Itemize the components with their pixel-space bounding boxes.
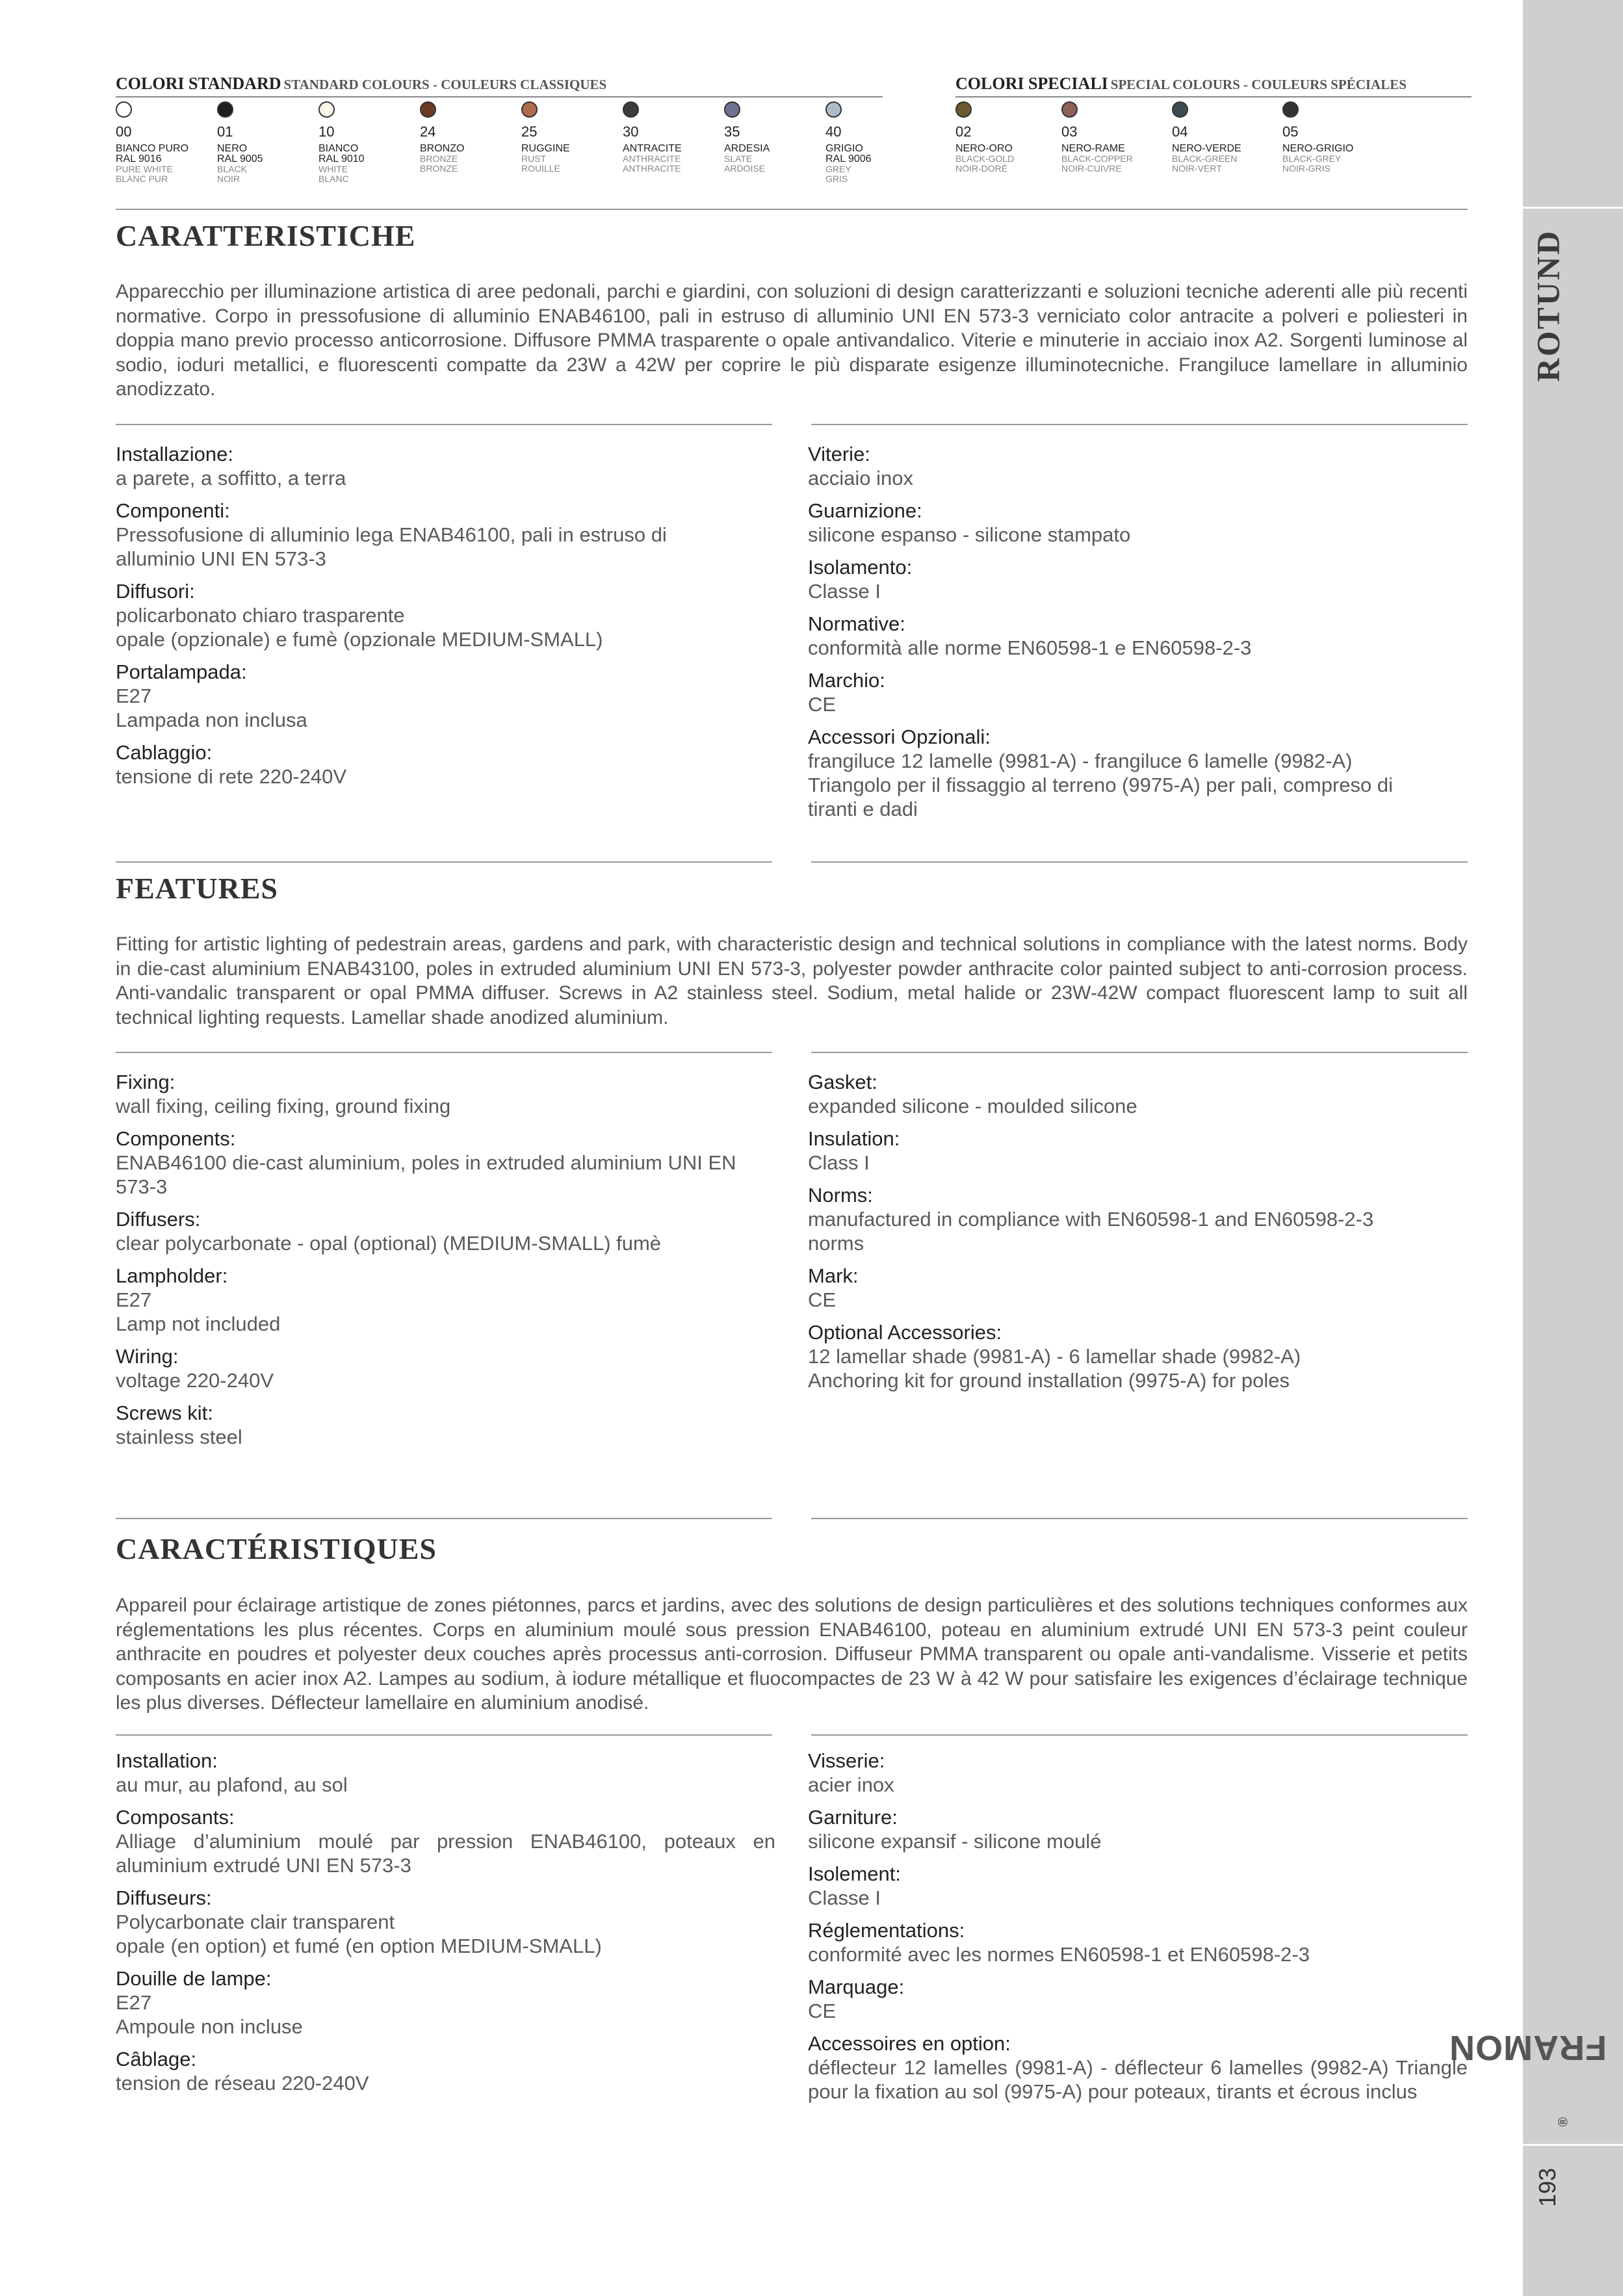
description-fr: Appareil pour éclairage artistique de zones piétonnes, parcs et jardins, avec des solutions de design particulières et des solutions techniques conformes aux réglementations les plus récentes. Corps en aluminium moulé sous pression ENAB46100, poteau en aluminium extrudé UNI EN 573-3 peint couleur anthracite en poudres et polyester deux couches après processus anti-corrosion. Diffuseur PMMA transparent ou opale anti-vandalisme. Visserie et petits composants en acier inox A2. Lampes au sodium, à iodure métallique et fluocompactes de 23 W à 42 W pour satisfaire les exigences d’éclairage technique les plus diverses. Déflecteur lamellaire en aluminium anodisé. [116, 1595, 1468, 1714]
spec-label: Fixing: [116, 1071, 175, 1093]
spec-item [116, 1966, 775, 2039]
spec-label: Câblage: [116, 2048, 197, 2070]
spec-value: silicone espanso - silicone stampato [808, 523, 1131, 546]
spec-item [808, 2031, 1468, 2104]
divider [811, 424, 1468, 425]
colour-name-en: ANTHRACITE [623, 153, 681, 164]
colour-swatch [1172, 101, 1269, 174]
colour-code: 01 [217, 124, 233, 140]
divider [116, 861, 772, 863]
colour-name-fr: NOIR [217, 174, 240, 184]
spec-value: CE [808, 1288, 837, 1311]
specs-it-right [808, 442, 1468, 829]
colour-dot [1282, 101, 1299, 118]
spec-label: Gasket: [808, 1071, 877, 1093]
colour-dot [318, 101, 335, 118]
spec-item [116, 1070, 775, 1118]
colour-code: 40 [825, 124, 842, 140]
colour-ral: RAL 9010 [318, 153, 365, 164]
colour-name-en: BLACK-GREEN [1172, 153, 1238, 164]
colour-name-en: WHITE [318, 164, 348, 174]
spec-label: Screws kit: [116, 1402, 213, 1424]
spec-value: conformità alle norme EN60598-1 e EN60598-2-3 [808, 636, 1252, 659]
spec-value: CE [808, 2000, 837, 2022]
spec-item [808, 1975, 1468, 2023]
colour-name-fr: NOIR-VERT [1172, 163, 1222, 174]
colour-dot [217, 101, 233, 118]
spec-label: Cablaggio: [116, 741, 213, 764]
spec-item [808, 442, 1468, 490]
specs-fr-left [116, 1749, 775, 2104]
divider [811, 1052, 1468, 1053]
spec-item [116, 1749, 775, 1797]
colour-name-en: RUST [521, 153, 547, 164]
colour-ral: RAL 9005 [217, 153, 263, 164]
spec-label: Marquage: [808, 1976, 905, 1998]
divider [811, 1518, 1468, 1519]
colour-name: RUGGINE [521, 143, 570, 154]
colour-dot [521, 101, 538, 118]
spec-value: E27 Lampada non inclusa [116, 685, 307, 731]
spec-item [808, 725, 1468, 821]
spec-label: Componenti: [116, 499, 230, 522]
spec-label: Diffuseurs: [116, 1886, 212, 1909]
colour-code: 24 [420, 124, 436, 140]
description-en: Fitting for artistic lighting of pedestrain areas, gardens and park, with characteristic design and technical solutions in compliance with the latest norms. Body in die-cast aluminium ENAB43100, poles in extruded aluminium UNI EN 573-3, polyester powder anthracite color painted subject to anti-corrosion process. Anti-vandalic transparent or opal PMMA diffuser. Screws in A2 stainless steel. Sodium, metal halide or 23W-42W compact fluorescent lamp to suit all technical lighting requests. Lamellar shade anodized aluminium. [116, 933, 1468, 1028]
spec-value: clear polycarbonate - opal (optional) (MEDIUM-SMALL) fumè [116, 1232, 662, 1255]
spec-value: conformité avec les normes EN60598-1 et EN60598-2-3 [808, 1943, 1310, 1966]
spec-item [808, 1805, 1468, 1853]
spec-item [116, 1886, 775, 1958]
colour-name: BIANCO PURO [116, 143, 189, 154]
spec-label: Garniture: [808, 1806, 898, 1829]
page-number: 193 [1534, 2167, 1561, 2208]
spec-item [116, 2047, 775, 2095]
colour-name-fr: BRONZE [420, 163, 458, 174]
spec-item [116, 1344, 775, 1392]
colour-dot [825, 101, 842, 118]
spec-item [808, 1862, 1468, 1910]
spec-label: Normative: [808, 612, 905, 635]
spec-label: Composants: [116, 1806, 235, 1829]
colour-name-fr: NOIR-GRIS [1282, 163, 1331, 174]
spec-item [116, 579, 775, 651]
spec-label: Guarnizione: [808, 499, 922, 522]
divider [116, 1518, 772, 1519]
colour-dot [116, 101, 132, 118]
colour-swatch [521, 101, 619, 174]
sidebar-divider [1523, 207, 1623, 209]
spec-item [116, 1207, 775, 1255]
spec-label: Wiring: [116, 1345, 179, 1368]
colour-code: 03 [1061, 124, 1078, 140]
spec-item [808, 1320, 1468, 1392]
colour-swatch [825, 101, 923, 184]
colour-name: ANTRACITE [623, 143, 682, 154]
section-heading-it: CARATTERISTICHE [116, 219, 416, 252]
spec-value: expanded silicone - moulded silicone [808, 1095, 1137, 1117]
spec-value: manufactured in compliance with EN60598-1 and EN60598-2-3 norms [808, 1208, 1374, 1255]
colour-name-en: BLACK-COPPER [1061, 153, 1133, 164]
spec-label: Visserie: [808, 1749, 885, 1772]
colour-name-fr: ANTHRACITE [623, 163, 681, 174]
spec-item [116, 740, 775, 789]
specs-fr-right [808, 1749, 1468, 2112]
colour-name-fr: BLANC PUR [116, 174, 168, 184]
divider [116, 1734, 772, 1736]
colour-name-fr: NOIR-DORÉ [955, 163, 1008, 174]
standard-colours-header: COLORI STANDARD STANDARD COLOURS - COULEURS CLASSIQUES [116, 74, 883, 98]
spec-value: acier inox [808, 1773, 894, 1796]
colour-swatch [217, 101, 315, 184]
framon-logo: FRAMON ® [1448, 2028, 1607, 2127]
colour-name: NERO-VERDE [1172, 143, 1241, 154]
spec-value: CE [808, 693, 837, 716]
spec-item [808, 555, 1468, 603]
spec-item [808, 1183, 1468, 1255]
spec-label: Diffusori: [116, 580, 195, 603]
spec-label: Insulation: [808, 1127, 900, 1150]
spec-value: wall fixing, ceiling fixing, ground fixing [116, 1095, 451, 1117]
colour-code: 10 [318, 124, 335, 140]
colour-ral: RAL 9006 [825, 153, 872, 164]
spec-item [808, 1127, 1468, 1175]
spec-value: tensione di rete 220-240V [116, 765, 347, 788]
spec-value: tension de réseau 220-240V [116, 2072, 369, 2094]
spec-value: frangiluce 12 lamelle (9981-A) - frangiluce 6 lamelle (9982-A) Triangolo per il fissaggio al terreno (9975-A) per pali, compreso di tiranti e dadi [808, 750, 1394, 820]
spec-value: Alliage d’aluminium moulé par pression ENAB46100, poteaux en aluminium extrudé UNI EN 573-3 [116, 1830, 775, 1877]
spec-value: acciaio inox [808, 467, 913, 489]
spec-item [116, 442, 775, 490]
spec-label: Norms: [808, 1184, 873, 1207]
spec-value: E27 Lamp not included [116, 1288, 281, 1335]
spec-value: Class I [808, 1151, 870, 1174]
spec-label: Diffusers: [116, 1208, 201, 1231]
specs-it-left [116, 442, 775, 797]
colour-swatch [724, 101, 822, 174]
colour-dot [955, 101, 972, 118]
divider [116, 209, 884, 210]
specs-en-right [808, 1070, 1468, 1401]
spec-item [808, 612, 1468, 660]
specs-en-left [116, 1070, 775, 1457]
spec-label: Réglementations: [808, 1919, 965, 1942]
spec-item [808, 1070, 1468, 1118]
spec-label: Portalampada: [116, 660, 247, 683]
colour-name-en: BRONZE [420, 153, 458, 164]
colour-name-en: BLACK-GOLD [955, 153, 1015, 164]
colour-code: 02 [955, 124, 972, 140]
divider [811, 209, 1468, 210]
spec-item [808, 1749, 1468, 1797]
divider [811, 1734, 1468, 1736]
colour-name-en: BLACK [217, 164, 247, 174]
spec-label: Mark: [808, 1264, 859, 1287]
colour-name-fr: ROUILLE [521, 163, 560, 174]
description-it: Apparecchio per illuminazione artistica di aree pedonali, parchi e giardini, con soluzioni di design caratterizzanti e soluzioni tecniche aderenti alle più recenti normative. Corpo in pressofusione di alluminio ENAB46100, pali in estruso di alluminio UNI EN 573-3 verniciato color antracite a polveri e poliesteri in doppia mano previo processo anticorrosione. Diffusore PMMA trasparente o opale antivandalico. Viterie e minuterie in acciaio inox A2. Sorgenti luminose al sodio, ioduri metallici, e fluorescenti compatte da 23W a 42W per coprire le più disparate esigenze illuminotecniche. Frangiluce lamellare in alluminio anodizzato. [116, 281, 1468, 400]
spec-label: Installazione: [116, 443, 233, 465]
colour-dot [1172, 101, 1188, 118]
spec-value: Polycarbonate clair transparent opale (en option) et fumé (en option MEDIUM-SMALL) [116, 1911, 602, 1957]
colour-swatch [318, 101, 416, 184]
sidebar-divider [1523, 2144, 1623, 2146]
divider [811, 861, 1468, 863]
spec-label: Accessori Opzionali: [808, 725, 991, 748]
spec-value: Classe I [808, 580, 881, 603]
spec-value: au mur, au plafond, au sol [116, 1773, 348, 1796]
spec-value: voltage 220-240V [116, 1369, 274, 1392]
colour-swatch [1061, 101, 1159, 174]
colour-swatch [623, 101, 720, 174]
spec-value: silicone expansif - silicone moulé [808, 1830, 1102, 1853]
colour-name-fr: GRIS [825, 174, 848, 184]
spec-label: Accessoires en option: [808, 2032, 1011, 2055]
spec-value: a parete, a soffitto, a terra [116, 467, 346, 489]
spec-item [808, 1918, 1468, 1966]
product-name-vertical: ROTUND [1529, 229, 1566, 382]
spec-item [116, 1805, 775, 1877]
colour-name-fr: NOIR-CUIVRE [1061, 163, 1122, 174]
section-heading-en: FEATURES [116, 872, 278, 905]
spec-value: déflecteur 12 lamelles (9981-A) - déflecteur 6 lamelles (9982-A) Triangle pour la fixation au sol (9975-A) pour poteaux, tirants et écrous inclus [808, 2056, 1468, 2103]
spec-value: ENAB46100 die-cast aluminium, poles in extruded aluminium UNI EN 573-3 [116, 1151, 736, 1198]
colour-name-en: BLACK-GREY [1282, 153, 1342, 164]
colour-dot [623, 101, 639, 118]
colour-code: 30 [623, 124, 639, 140]
colour-name-en: GREY [825, 164, 851, 174]
colour-name: ARDESIA [724, 143, 770, 154]
spec-item [116, 1264, 775, 1336]
colour-name-en: SLATE [724, 153, 753, 164]
colour-name: GRIGIO [825, 143, 863, 154]
spec-label: Isolamento: [808, 556, 913, 579]
colour-code: 05 [1282, 124, 1299, 140]
spec-value: policarbonato chiaro trasparente opale (opzionale) e fumè (opzionale MEDIUM-SMALL) [116, 604, 603, 651]
spec-value: Pressofusione di alluminio lega ENAB46100, pali in estruso di alluminio UNI EN 573-3 [116, 523, 667, 570]
colour-name: BRONZO [420, 143, 465, 154]
spec-value: 12 lamellar shade (9981-A) - 6 lamellar shade (9982-A) Anchoring kit for ground installation (9975-A) for poles [808, 1345, 1301, 1392]
colour-name: BIANCO [318, 143, 359, 154]
colour-swatch [1282, 101, 1380, 174]
spec-label: Lampholder: [116, 1264, 228, 1287]
colour-code: 35 [724, 124, 740, 140]
colour-swatch [116, 101, 213, 184]
divider [116, 1052, 772, 1053]
spec-item [116, 1127, 775, 1199]
special-colours-header: COLORI SPECIALI SPECIAL COLOURS - COULEURS SPÉCIALES [955, 74, 1472, 98]
colour-code: 25 [521, 124, 538, 140]
spec-value: Classe I [808, 1886, 881, 1909]
spec-label: Installation: [116, 1749, 218, 1772]
spec-label: Marchio: [808, 669, 885, 692]
spec-item [116, 660, 775, 732]
colour-ral: RAL 9016 [116, 153, 162, 164]
colour-dot [420, 101, 436, 118]
spec-label: Viterie: [808, 443, 870, 465]
spec-item [808, 499, 1468, 547]
colour-name: NERO-GRIGIO [1282, 143, 1354, 154]
colour-code: 00 [116, 124, 132, 140]
spec-item [116, 1401, 775, 1449]
spec-item [808, 668, 1468, 716]
spec-value: stainless steel [116, 1426, 242, 1448]
divider [116, 424, 772, 425]
colour-name-fr: ARDOISE [724, 163, 766, 174]
colour-dot [724, 101, 740, 118]
colour-swatch [955, 101, 1053, 174]
colour-dot [1061, 101, 1078, 118]
spec-label: Isolement: [808, 1862, 902, 1885]
colour-name: NERO-ORO [955, 143, 1013, 154]
colour-name-fr: BLANC [318, 174, 349, 184]
spec-label: Optional Accessories: [808, 1321, 1002, 1344]
colour-code: 04 [1172, 124, 1188, 140]
spec-item [808, 1264, 1468, 1312]
spec-label: Components: [116, 1127, 236, 1150]
colour-name-en: PURE WHITE [116, 164, 173, 174]
spec-value: E27 Ampoule non incluse [116, 1991, 303, 2038]
spec-label: Douille de lampe: [116, 1967, 272, 1990]
spec-item [116, 499, 775, 571]
section-heading-fr: CARACTÉRISTIQUES [116, 1532, 437, 1565]
colour-name: NERO [217, 143, 248, 154]
colour-swatch [420, 101, 517, 174]
colour-name: NERO-RAME [1061, 143, 1125, 154]
